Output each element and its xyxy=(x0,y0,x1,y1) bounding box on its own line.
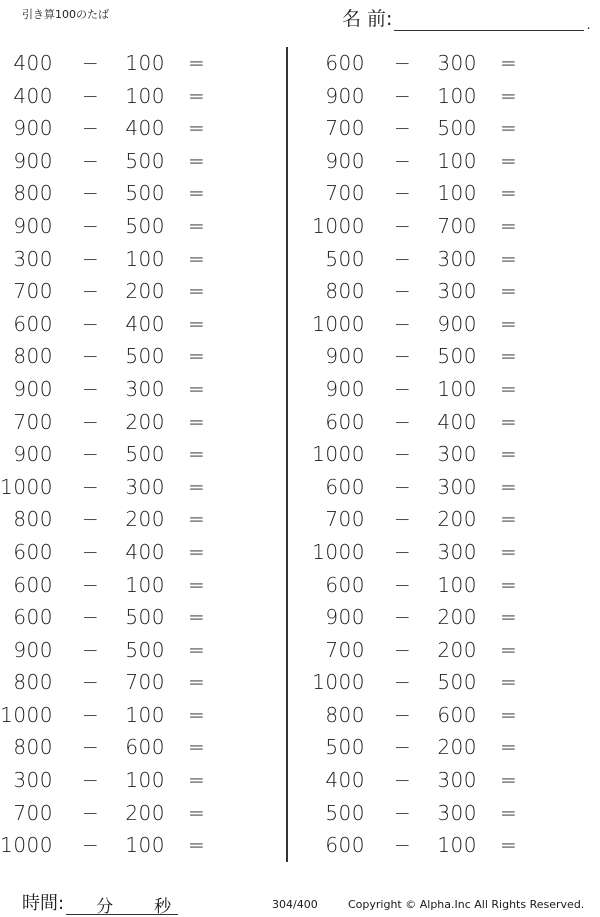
equals-sign: = xyxy=(500,670,518,695)
problem-row xyxy=(312,699,587,732)
problem-row xyxy=(0,373,275,406)
subtrahend: 500 xyxy=(125,148,165,173)
equals-sign: = xyxy=(188,670,206,695)
page-number: 304/400 xyxy=(272,898,318,911)
minus-sign: − xyxy=(394,800,412,825)
equals-sign: = xyxy=(188,702,206,727)
subtrahend: 100 xyxy=(437,181,477,206)
problem-row xyxy=(312,536,587,569)
problem-row xyxy=(0,797,275,830)
minuend: 500 xyxy=(325,246,365,271)
minuend: 700 xyxy=(325,637,365,662)
minuend: 800 xyxy=(13,181,53,206)
equals-sign: = xyxy=(500,344,518,369)
subtrahend: 500 xyxy=(125,344,165,369)
problem-row xyxy=(0,47,275,80)
equals-sign: = xyxy=(500,800,518,825)
problem-row xyxy=(312,47,587,80)
subtrahend: 100 xyxy=(125,83,165,108)
equals-sign: = xyxy=(500,702,518,727)
equals-sign: = xyxy=(500,442,518,467)
problem-row xyxy=(312,275,587,308)
worksheet-title: 引き算100のたば xyxy=(22,8,109,21)
minus-sign: − xyxy=(82,116,100,141)
subtrahend: 600 xyxy=(437,702,477,727)
problem-row xyxy=(0,699,275,732)
minuend: 900 xyxy=(325,376,365,401)
minuend: 900 xyxy=(13,442,53,467)
minus-sign: − xyxy=(82,670,100,695)
subtrahend: 100 xyxy=(437,83,477,108)
problem-row xyxy=(312,829,587,862)
equals-sign: = xyxy=(500,572,518,597)
minus-sign: − xyxy=(394,474,412,499)
subtrahend: 500 xyxy=(437,116,477,141)
minus-sign: − xyxy=(82,51,100,75)
problem-row xyxy=(312,797,587,830)
subtrahend: 500 xyxy=(125,181,165,206)
equals-sign: = xyxy=(500,507,518,532)
minus-sign: − xyxy=(394,311,412,336)
subtrahend: 100 xyxy=(125,768,165,793)
name-input-line[interactable] xyxy=(394,10,591,32)
minuend: 800 xyxy=(13,507,53,532)
problem-row xyxy=(0,275,275,308)
minuend: 1000 xyxy=(312,442,365,467)
minus-sign: − xyxy=(82,181,100,206)
subtrahend: 300 xyxy=(437,51,477,75)
equals-sign: = xyxy=(500,768,518,793)
problem-row xyxy=(312,80,587,113)
minuend: 900 xyxy=(325,344,365,369)
minus-sign: − xyxy=(82,442,100,467)
subtrahend: 100 xyxy=(125,702,165,727)
equals-sign: = xyxy=(188,148,206,173)
subtrahend: 100 xyxy=(437,376,477,401)
minuend: 600 xyxy=(325,833,365,858)
minus-sign: − xyxy=(394,181,412,206)
problem-row xyxy=(0,731,275,764)
minus-sign: − xyxy=(82,148,100,173)
equals-sign: = xyxy=(500,605,518,630)
minus-sign: − xyxy=(82,246,100,271)
minuend: 800 xyxy=(13,670,53,695)
equals-sign: = xyxy=(188,768,206,793)
minus-sign: − xyxy=(82,605,100,630)
subtrahend: 500 xyxy=(125,442,165,467)
equals-sign: = xyxy=(188,833,206,858)
minus-sign: − xyxy=(394,605,412,630)
minuend: 1000 xyxy=(312,311,365,336)
minus-sign: − xyxy=(394,148,412,173)
minus-sign: − xyxy=(82,409,100,434)
equals-sign: = xyxy=(500,213,518,238)
equals-sign: = xyxy=(188,409,206,434)
problem-row xyxy=(0,764,275,797)
subtrahend: 900 xyxy=(437,311,477,336)
minus-sign: − xyxy=(82,702,100,727)
minus-sign: − xyxy=(394,51,412,75)
minuend: 900 xyxy=(325,605,365,630)
minuend: 600 xyxy=(325,474,365,499)
equals-sign: = xyxy=(188,474,206,499)
subtrahend: 500 xyxy=(437,344,477,369)
equals-sign: = xyxy=(500,116,518,141)
minuend: 300 xyxy=(13,246,53,271)
equals-sign: = xyxy=(500,51,518,75)
minus-sign: − xyxy=(394,539,412,564)
equals-sign: = xyxy=(500,735,518,760)
subtrahend: 200 xyxy=(437,507,477,532)
subtrahend: 700 xyxy=(125,670,165,695)
subtrahend: 400 xyxy=(125,311,165,336)
subtrahend: 500 xyxy=(125,605,165,630)
minuend: 1000 xyxy=(312,670,365,695)
subtrahend: 400 xyxy=(125,539,165,564)
problem-row xyxy=(312,308,587,341)
minuend: 600 xyxy=(325,51,365,75)
problem-row xyxy=(0,406,275,439)
right-problem-column xyxy=(312,47,587,862)
name-label: 名 前: xyxy=(342,8,393,30)
subtrahend: 300 xyxy=(125,474,165,499)
subtrahend: 300 xyxy=(437,800,477,825)
minuend: 400 xyxy=(13,51,53,75)
minus-sign: − xyxy=(82,539,100,564)
equals-sign: = xyxy=(500,246,518,271)
equals-sign: = xyxy=(500,311,518,336)
minuend: 400 xyxy=(13,83,53,108)
equals-sign: = xyxy=(188,116,206,141)
minuend: 800 xyxy=(325,279,365,304)
minus-sign: − xyxy=(394,83,412,108)
minuend: 900 xyxy=(13,148,53,173)
equals-sign: = xyxy=(500,376,518,401)
problem-row xyxy=(312,601,587,634)
equals-sign: = xyxy=(188,376,206,401)
minuend: 700 xyxy=(325,181,365,206)
name-field xyxy=(342,4,591,32)
problem-row xyxy=(0,471,275,504)
minuend: 900 xyxy=(325,83,365,108)
minuend: 700 xyxy=(13,279,53,304)
minus-sign: − xyxy=(394,116,412,141)
equals-sign: = xyxy=(500,474,518,499)
subtrahend: 100 xyxy=(125,246,165,271)
minuend: 900 xyxy=(13,637,53,662)
minuend: 700 xyxy=(325,116,365,141)
subtrahend: 700 xyxy=(437,213,477,238)
equals-sign: = xyxy=(500,409,518,434)
minus-sign: − xyxy=(394,507,412,532)
subtrahend: 300 xyxy=(125,376,165,401)
subtrahend: 200 xyxy=(437,605,477,630)
minuend: 600 xyxy=(13,539,53,564)
minus-sign: − xyxy=(82,735,100,760)
minus-sign: − xyxy=(82,768,100,793)
subtrahend: 500 xyxy=(125,637,165,662)
time-input-line[interactable] xyxy=(66,892,178,915)
problem-row xyxy=(0,601,275,634)
problem-row xyxy=(0,536,275,569)
equals-sign: = xyxy=(500,279,518,304)
minus-sign: − xyxy=(394,376,412,401)
subtrahend: 100 xyxy=(437,833,477,858)
minus-sign: − xyxy=(394,213,412,238)
problem-row xyxy=(312,210,587,243)
minus-sign: − xyxy=(82,311,100,336)
minus-sign: − xyxy=(82,833,100,858)
minuend: 500 xyxy=(325,735,365,760)
equals-sign: = xyxy=(500,181,518,206)
equals-sign: = xyxy=(188,442,206,467)
problem-row xyxy=(0,112,275,145)
name-line-end-mark: . xyxy=(586,18,591,32)
subtrahend: 600 xyxy=(125,735,165,760)
subtrahend: 400 xyxy=(437,409,477,434)
equals-sign: = xyxy=(188,344,206,369)
minuend: 900 xyxy=(13,213,53,238)
equals-sign: = xyxy=(500,83,518,108)
equals-sign: = xyxy=(188,572,206,597)
minus-sign: − xyxy=(394,572,412,597)
equals-sign: = xyxy=(500,148,518,173)
problem-row xyxy=(312,145,587,178)
problem-row xyxy=(0,80,275,113)
equals-sign: = xyxy=(500,637,518,662)
minutes-label: 分 xyxy=(96,897,114,917)
equals-sign: = xyxy=(188,213,206,238)
minuend: 700 xyxy=(13,409,53,434)
time-field xyxy=(22,889,178,915)
problem-row xyxy=(0,569,275,602)
equals-sign: = xyxy=(188,311,206,336)
problem-row xyxy=(312,177,587,210)
equals-sign: = xyxy=(188,246,206,271)
subtrahend: 300 xyxy=(437,768,477,793)
equals-sign: = xyxy=(188,181,206,206)
subtrahend: 100 xyxy=(125,833,165,858)
minuend: 1000 xyxy=(0,833,53,858)
minus-sign: − xyxy=(394,246,412,271)
minus-sign: − xyxy=(394,735,412,760)
minuend: 800 xyxy=(13,344,53,369)
minus-sign: − xyxy=(394,670,412,695)
equals-sign: = xyxy=(188,800,206,825)
minuend: 700 xyxy=(325,507,365,532)
minus-sign: − xyxy=(394,768,412,793)
equals-sign: = xyxy=(188,539,206,564)
minuend: 500 xyxy=(325,800,365,825)
subtrahend: 200 xyxy=(125,409,165,434)
problem-row xyxy=(312,438,587,471)
minuend: 1000 xyxy=(0,474,53,499)
subtrahend: 100 xyxy=(125,51,165,75)
subtrahend: 200 xyxy=(125,800,165,825)
minus-sign: − xyxy=(82,213,100,238)
problem-row xyxy=(0,308,275,341)
minus-sign: − xyxy=(82,83,100,108)
minuend: 700 xyxy=(13,800,53,825)
subtrahend: 500 xyxy=(437,670,477,695)
subtrahend: 300 xyxy=(437,442,477,467)
minus-sign: − xyxy=(394,442,412,467)
minus-sign: − xyxy=(82,344,100,369)
minuend: 600 xyxy=(325,572,365,597)
minuend: 900 xyxy=(13,116,53,141)
minus-sign: − xyxy=(394,702,412,727)
minus-sign: − xyxy=(82,637,100,662)
problem-row xyxy=(312,112,587,145)
minus-sign: − xyxy=(394,637,412,662)
minus-sign: − xyxy=(82,376,100,401)
problem-row xyxy=(0,210,275,243)
minuend: 800 xyxy=(325,702,365,727)
subtrahend: 100 xyxy=(437,572,477,597)
subtrahend: 400 xyxy=(125,116,165,141)
time-label: 時間: xyxy=(22,893,65,914)
minus-sign: − xyxy=(82,279,100,304)
problem-row xyxy=(0,177,275,210)
minuend: 600 xyxy=(13,605,53,630)
problem-row xyxy=(0,634,275,667)
minuend: 400 xyxy=(325,768,365,793)
minuend: 600 xyxy=(13,572,53,597)
problem-row xyxy=(0,340,275,373)
equals-sign: = xyxy=(188,605,206,630)
equals-sign: = xyxy=(500,833,518,858)
minus-sign: − xyxy=(394,279,412,304)
left-problem-column xyxy=(0,47,275,862)
problem-row xyxy=(0,666,275,699)
minuend: 1000 xyxy=(0,702,53,727)
problem-row xyxy=(0,438,275,471)
minus-sign: − xyxy=(82,800,100,825)
subtrahend: 200 xyxy=(125,507,165,532)
equals-sign: = xyxy=(188,83,206,108)
problem-row xyxy=(0,829,275,862)
problem-row xyxy=(312,340,587,373)
equals-sign: = xyxy=(188,279,206,304)
problem-row xyxy=(312,569,587,602)
copyright-notice: Copyright © Alpha.Inc All Rights Reserved. xyxy=(348,898,585,911)
minuend: 1000 xyxy=(312,539,365,564)
equals-sign: = xyxy=(188,637,206,662)
subtrahend: 100 xyxy=(437,148,477,173)
subtrahend: 200 xyxy=(437,735,477,760)
minus-sign: − xyxy=(82,474,100,499)
problem-row xyxy=(312,634,587,667)
minus-sign: − xyxy=(394,409,412,434)
problem-row xyxy=(312,471,587,504)
subtrahend: 200 xyxy=(125,279,165,304)
minuend: 1000 xyxy=(312,213,365,238)
minuend: 900 xyxy=(13,376,53,401)
problem-row xyxy=(312,764,587,797)
problem-row xyxy=(312,666,587,699)
problem-row xyxy=(0,145,275,178)
problem-row xyxy=(0,503,275,536)
equals-sign: = xyxy=(188,507,206,532)
minus-sign: − xyxy=(394,833,412,858)
minus-sign: − xyxy=(82,507,100,532)
minus-sign: − xyxy=(394,344,412,369)
subtrahend: 300 xyxy=(437,539,477,564)
minuend: 800 xyxy=(13,735,53,760)
problem-row xyxy=(312,373,587,406)
subtrahend: 300 xyxy=(437,246,477,271)
seconds-label: 秒 xyxy=(154,897,172,917)
equals-sign: = xyxy=(188,735,206,760)
problem-row xyxy=(312,503,587,536)
minuend: 300 xyxy=(13,768,53,793)
subtrahend: 300 xyxy=(437,474,477,499)
problem-row xyxy=(312,731,587,764)
equals-sign: = xyxy=(188,51,206,75)
problem-row xyxy=(312,406,587,439)
minuend: 600 xyxy=(325,409,365,434)
minuend: 900 xyxy=(325,148,365,173)
column-divider xyxy=(286,47,288,862)
equals-sign: = xyxy=(500,539,518,564)
problem-row xyxy=(312,243,587,276)
minus-sign: − xyxy=(82,572,100,597)
subtrahend: 500 xyxy=(125,213,165,238)
subtrahend: 300 xyxy=(437,279,477,304)
subtrahend: 200 xyxy=(437,637,477,662)
subtrahend: 100 xyxy=(125,572,165,597)
minuend: 600 xyxy=(13,311,53,336)
problem-row xyxy=(0,243,275,276)
